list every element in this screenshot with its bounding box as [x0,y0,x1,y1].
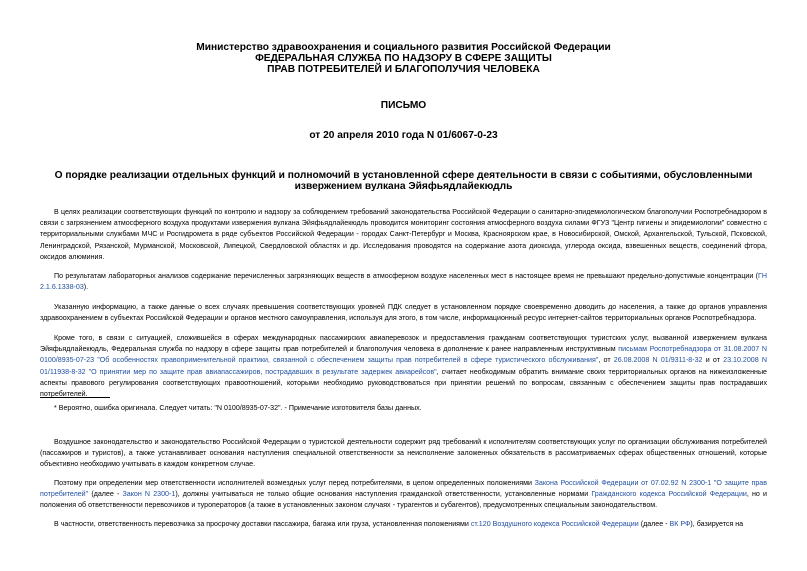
link-letter-2007[interactable]: письмам Роспотребнадзора от 31.08.2007 N 0100/8935-07-23 "Об особенностях правоприменительной практики, связанной с обеспечением защиты прав потребителей в сфере туристического обслуживания" [40,345,767,365]
paragraph-4-text-d: , считает необходимым обратить внимание своих территориальных органов на нижеизложенные аспекты правового регулирования соответствующих правоотношений, которыми необходимо руководствоваться при принятии решений по вопросам, связанным с обеспечением защиты прав пострадавших потребителей. [40,367,767,399]
paragraph-6-text-c: ), должны учитываться не только общие основания наступления гражданской ответственности, установленные нормами [175,490,592,499]
paragraph-3: Указанную информацию, а также данные о всех случаях превышения соответствующих уровней ПДК следует в установленном порядке своевременно доводить до населения, а также до органов управления здравоохранением в субъектах Российской Федерации и органов местного самоуправления, используя для этого, в том числе, информационный ресурс интернет-сайтов территориальных органов Роспотребнадзора. [40,303,767,323]
link-law-2300-1-full[interactable]: Закона Российской Федерации от 07.02.92 N 2300-1 "О защите прав потребителей" [40,479,767,499]
link-law-2300-1[interactable]: Закон N 2300-1 [122,490,176,499]
paragraph-7-text-b: (далее - [638,520,670,528]
link-civil-code[interactable]: Гражданского кодекса Российской Федерации [591,490,747,499]
link-vk-rf[interactable]: ВК РФ [669,520,691,528]
paragraph-4-text-a: Кроме того, в связи с ситуацией, сложившейся в сферах международных пассажирских авиаперевозок и предоставления гражданам соответствующих туристских услуг, вызванной извержением вулкана Эйяфьядлайекюдль, Федеральная служба по надзору в сфере защиты прав потребителей и благополучия человека в дополнение к ранее направленным инструктивным [40,334,767,354]
service-name-line2: ПРАВ ПОТРЕБИТЕЛЕЙ И БЛАГОПОЛУЧИЯ ЧЕЛОВЕКА [267,64,540,75]
paragraph-6 [40,478,767,512]
document-subject: О порядке реализации отдельных функций и полномочий в установленной сфере деятельности в связи с событиями, обусловленными извержением вулкана Эйяфьядлайекюдль [54,170,753,192]
paragraph-2-end: ). [83,283,89,292]
paragraph-5: Воздушное законодательство и законодательство Российской Федерации о туристской деятельности содержит ряд требований к исполнителям соответствующих услуг по организации обслуживания потребителей (пассажиров и туристов), а также устанавливает основания наступления специальной ответственности за неисполнение заложенных обязательств в рассматриваемых сферах общественных отношений, которые объективно необходимо учитывать в каждом конкретном случае. [40,438,767,469]
link-air-code-art-120[interactable]: ст.120 Воздушного кодекса Российской Федерации [470,520,639,528]
paragraph-6-text-a: Поэтому при определении мер ответственности исполнителей возмездных услуг перед потребителями, в целом определенных положениями [54,479,535,487]
paragraph-2-text: По результатам лабораторных анализов содержание перечисленных загрязняющих веществ в атмосферном воздухе населенных мест в настоящее время не превышают предельно-допустимые концентрации ( [54,272,759,280]
document-type: ПИСЬМО [380,100,427,111]
document-date: от 20 апреля 2010 года N 01/6067-0-23 [309,130,498,141]
paragraph-2 [40,271,767,293]
footnote: * Вероятно, ошибка оригинала. Следует читать: "N 0100/8935-07-32". - Примечание изготовителя базы данных. [54,404,422,412]
link-letter-26-08-2008[interactable]: 26.08.2008 N 01/9311-8-32 [613,356,703,365]
paragraph-4 [40,333,767,400]
footnote-divider [40,397,110,398]
paragraph-6-text-d: , но и положения об ответственности перевозчиков и туроператоров (а также в установленных законом случаях - турагентов и субагентов), предусмотренных специальным законодательством. [40,490,767,510]
link-gn-2-1-6-1338-03[interactable]: ГН 2.1.6.1338-03 [40,272,767,292]
paragraph-7 [40,519,767,530]
paragraph-4-text-c: и от [702,356,724,365]
paragraph-7-text-c: ), базируется на [690,520,744,528]
ministry-name: Министерство здравоохранения и социального развития Российской Федерации [196,42,611,53]
paragraph-7-text-a: В частности, ответственность перевозчика за просрочку доставки пассажира, багажа или груза, установленная положениями [54,520,471,528]
issuer-block [0,42,807,75]
link-letter-23-10-2008[interactable]: 23.10.2008 N 01/11938-8-32 "О принятии мер по защите прав авиапассажиров, пострадавших в результате задержек авиарейсов" [40,356,767,376]
paragraph-6-text-b: (далее - [88,490,123,499]
paragraph-1: В целях реализации соответствующих функций по контролю и надзору за соблюдением требований законодательства Российской Федерации о санитарно-эпидемиологическом благополучии Роспотребнадзором в связи с загрязнением атмосферного воздуха продуктами извержения вулкана Эйяфьядлайекюдль проводится мониторинг состояния атмосферного воздуха силами ФГУЗ "Центр гигиены и эпидемиологии" совместно с территориальными службами МЧС и Росгидромета в ряде субъектов Российской Федерации - городах Санкт-Петербург и Москва, Красноярском крае, в Новосибирской, Омской, Архангельской, Тульской, Псковской, Ленинградской, Рязанской, Мурманской, Московской, Липецкой, Свердловской областях и др. Исследования проводятся на содержание азота диоксида, углерода оксида, взвешенных веществ, соединений фтора, оксидов алюминия. [40,208,767,261]
service-name-line1: ФЕДЕРАЛЬНАЯ СЛУЖБА ПО НАДЗОРУ В СФЕРЕ ЗАЩИТЫ [255,53,552,64]
paragraph-4-text-b: , от [598,356,614,365]
